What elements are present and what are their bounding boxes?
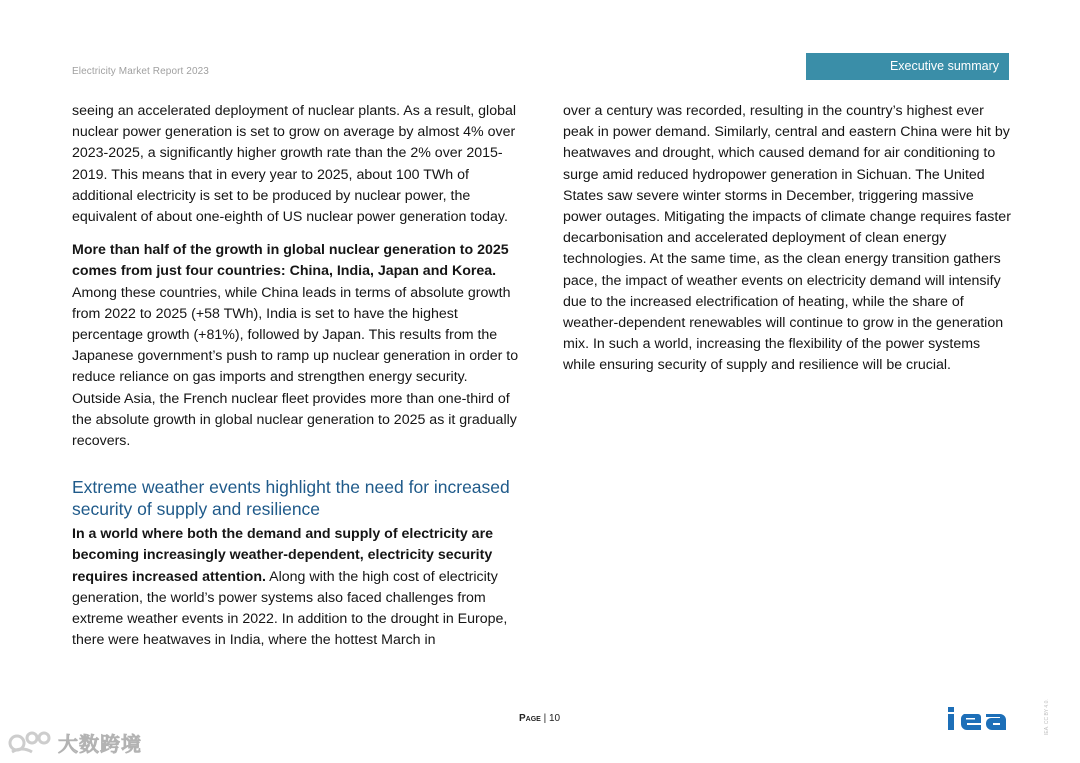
watermark: [8, 727, 142, 757]
document-title: Electricity Market Report 2023: [72, 66, 209, 77]
watermark-text: 大数跨境: [58, 731, 142, 756]
paragraph-body: Among these countries, while China leads in terms of absolute growth from 2022 to 2025 (+58 TWh), India is set to have the highest percentage growth (+81%), followed by Japan. This results from the Japanese government’s push to ramp up nuclear generation in order to reduce reliance on gas imports and strengthen energy security. Outside Asia, the French nuclear fleet provides more than one-third of the absolute growth in global nuclear generation to 2025 as it gradually recovers.: [72, 284, 519, 450]
section-heading: Extreme weather events highlight the need for increased security of supply and resilience: [72, 477, 510, 520]
page-number: [519, 713, 560, 724]
right-column: [563, 101, 1013, 377]
iea-logo: [946, 704, 1010, 732]
paragraph-extreme-weather: over a century was recorded, resulting in the country’s highest ever peak in power demand. Similarly, central and eastern China were hit by heatwaves and drought, which caused demand for air conditioning to surge amid reduced hydropower generation in Sichuan. The United States saw severe winter storms in December, triggering massive power outages. Mitigating the impacts of climate change requires faster decarbonisation and accelerated deployment of clean energy technologies. At the same time, as the clean energy transition gathers pace, the impact of weather events on electricity demand will intensify due to the increased electrification of heating, while the share of weather-dependent renewables will continue to grow in the generation mix. In such a world, increasing the flexibility of the power systems while ensuring security of supply and resilience will be crucial.: [563, 103, 1011, 374]
page-separator: |: [540, 713, 549, 724]
page-label: Page: [519, 713, 541, 724]
paragraph-body: Along with the high cost of electricity generation, the world’s power systems also faced challenges from extreme weather events in 2022. In addition to the drought in Europe, there were heatwaves in India, where the hottest March in: [72, 568, 508, 649]
copyright-notice: IEA. CC BY 4.0.: [1044, 699, 1050, 735]
paragraph-four-countries: [72, 240, 520, 452]
paragraph-weather-dependent: [72, 524, 520, 651]
paragraph-nuclear-growth: seeing an accelerated deployment of nuclear plants. As a result, global nuclear power generation is set to grow on average by almost 4% over 2023-2025, a significantly higher growth rate than the 2% over 2015-2019. This means that in every year to 2025, about 100 TWh of additional electricity is set to be produced by nuclear power, the equivalent of about one-eighth of US nuclear power generation today.: [72, 103, 517, 226]
watermark-logo-icon: [8, 728, 52, 756]
left-column: [72, 101, 520, 651]
bold-lead-sentence: In a world where both the demand and supply of electricity are becoming increasingly weather-dependent, electricity security requires increased attention.: [72, 526, 493, 585]
bold-lead-sentence: More than half of the growth in global nuclear generation to 2025 comes from just four countries: China, India, Japan and Korea.: [72, 242, 509, 280]
section-tab: Executive summary: [806, 53, 1009, 80]
page-number-value: 10: [549, 713, 561, 724]
